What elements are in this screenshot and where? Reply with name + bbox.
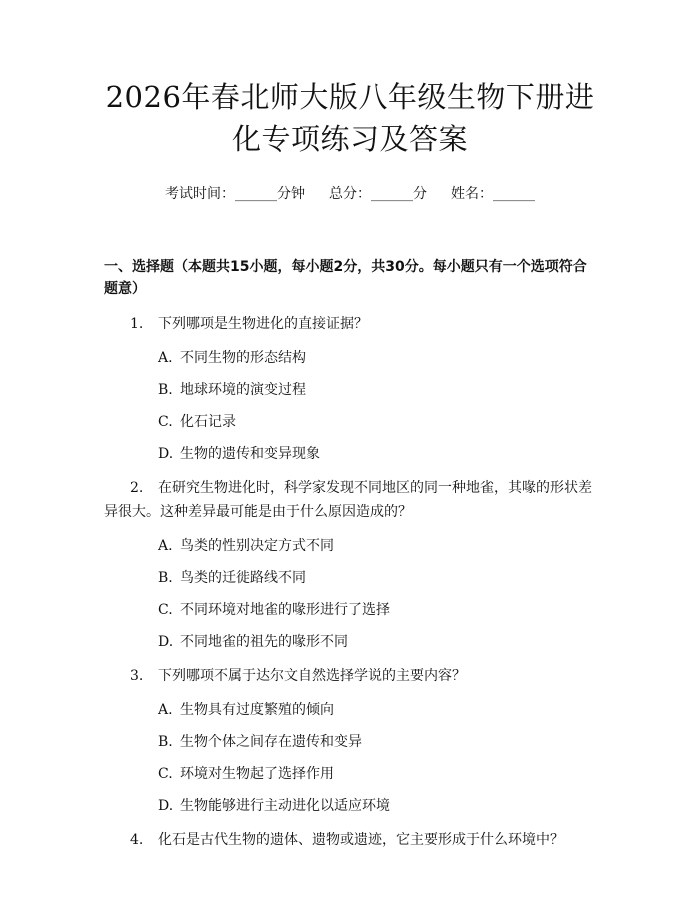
option-c [104,600,596,620]
question-text: 下列哪项不属于达尔文自然选择学说的主要内容？ [158,668,466,684]
option-text: 鸟类的迁徙路线不同 [180,570,306,586]
question-2 [104,476,596,652]
question-number: 4. [130,832,144,848]
option-b [104,732,596,752]
question-stem [104,828,596,852]
option-letter: C. [158,766,173,782]
option-text: 不同地雀的祖先的喙形不同 [180,634,348,650]
exam-info-line [104,184,596,204]
question-text: 下列哪项是生物进化的直接证据？ [158,316,368,332]
option-a [104,536,596,556]
question-stem [104,312,596,336]
option-text: 生物个体之间存在遗传和变异 [180,734,362,750]
option-d [104,444,596,464]
option-letter: D. [158,446,174,462]
question-4 [104,828,596,852]
option-letter: B. [158,734,173,750]
question-stem [104,664,596,688]
option-a [104,348,596,368]
option-letter: D. [158,634,174,650]
question-text: 在研究生物进化时，科学家发现不同地区的同一种地雀，其喙的形状差异很大。这种差异最可能是由于什么原因造成的？ [104,480,592,520]
total-score-field: 总分：______分 [329,186,427,202]
option-text: 不同环境对地雀的喙形进行了选择 [180,602,390,618]
option-list [104,348,596,464]
option-a [104,700,596,720]
option-list [104,536,596,652]
option-text: 生物具有过度繁殖的倾向 [180,702,334,718]
question-3 [104,664,596,816]
option-b [104,380,596,400]
option-d [104,632,596,652]
option-letter: B. [158,570,173,586]
option-letter: C. [158,602,173,618]
option-b [104,568,596,588]
question-text: 化石是古代生物的遗体、遗物或遗迹，它主要形成于什么环境中？ [158,832,564,848]
option-text: 不同生物的形态结构 [180,350,306,366]
option-text: 地球环境的演变过程 [180,382,306,398]
question-list [104,312,596,852]
option-letter: A. [158,350,173,366]
option-letter: D. [158,798,174,814]
question-1 [104,312,596,464]
option-d [104,796,596,816]
option-text: 生物的遗传和变异现象 [180,446,320,462]
option-letter: A. [158,538,173,554]
option-text: 生物能够进行主动进化以适应环境 [180,798,390,814]
question-number: 2. [130,480,144,496]
exam-time-field: 考试时间：______分钟 [165,186,305,202]
option-text: 鸟类的性别决定方式不同 [180,538,334,554]
option-letter: B. [158,382,173,398]
question-number: 3. [130,668,144,684]
option-letter: A. [158,702,173,718]
option-text: 化石记录 [180,414,236,430]
document-title: 2026年春北师大版八年级生物下册进化专项练习及答案 [105,80,595,156]
name-field: 姓名：______ [451,186,535,202]
option-c [104,764,596,784]
option-c [104,412,596,432]
question-number: 1. [130,316,144,332]
section-heading: 一、选择题（本题共15小题，每小题2分，共30分。每小题只有一个选项符合题意） [104,259,587,297]
option-text: 环境对生物起了选择作用 [180,766,334,782]
option-list [104,700,596,816]
option-letter: C. [158,414,173,430]
question-stem [104,476,596,524]
